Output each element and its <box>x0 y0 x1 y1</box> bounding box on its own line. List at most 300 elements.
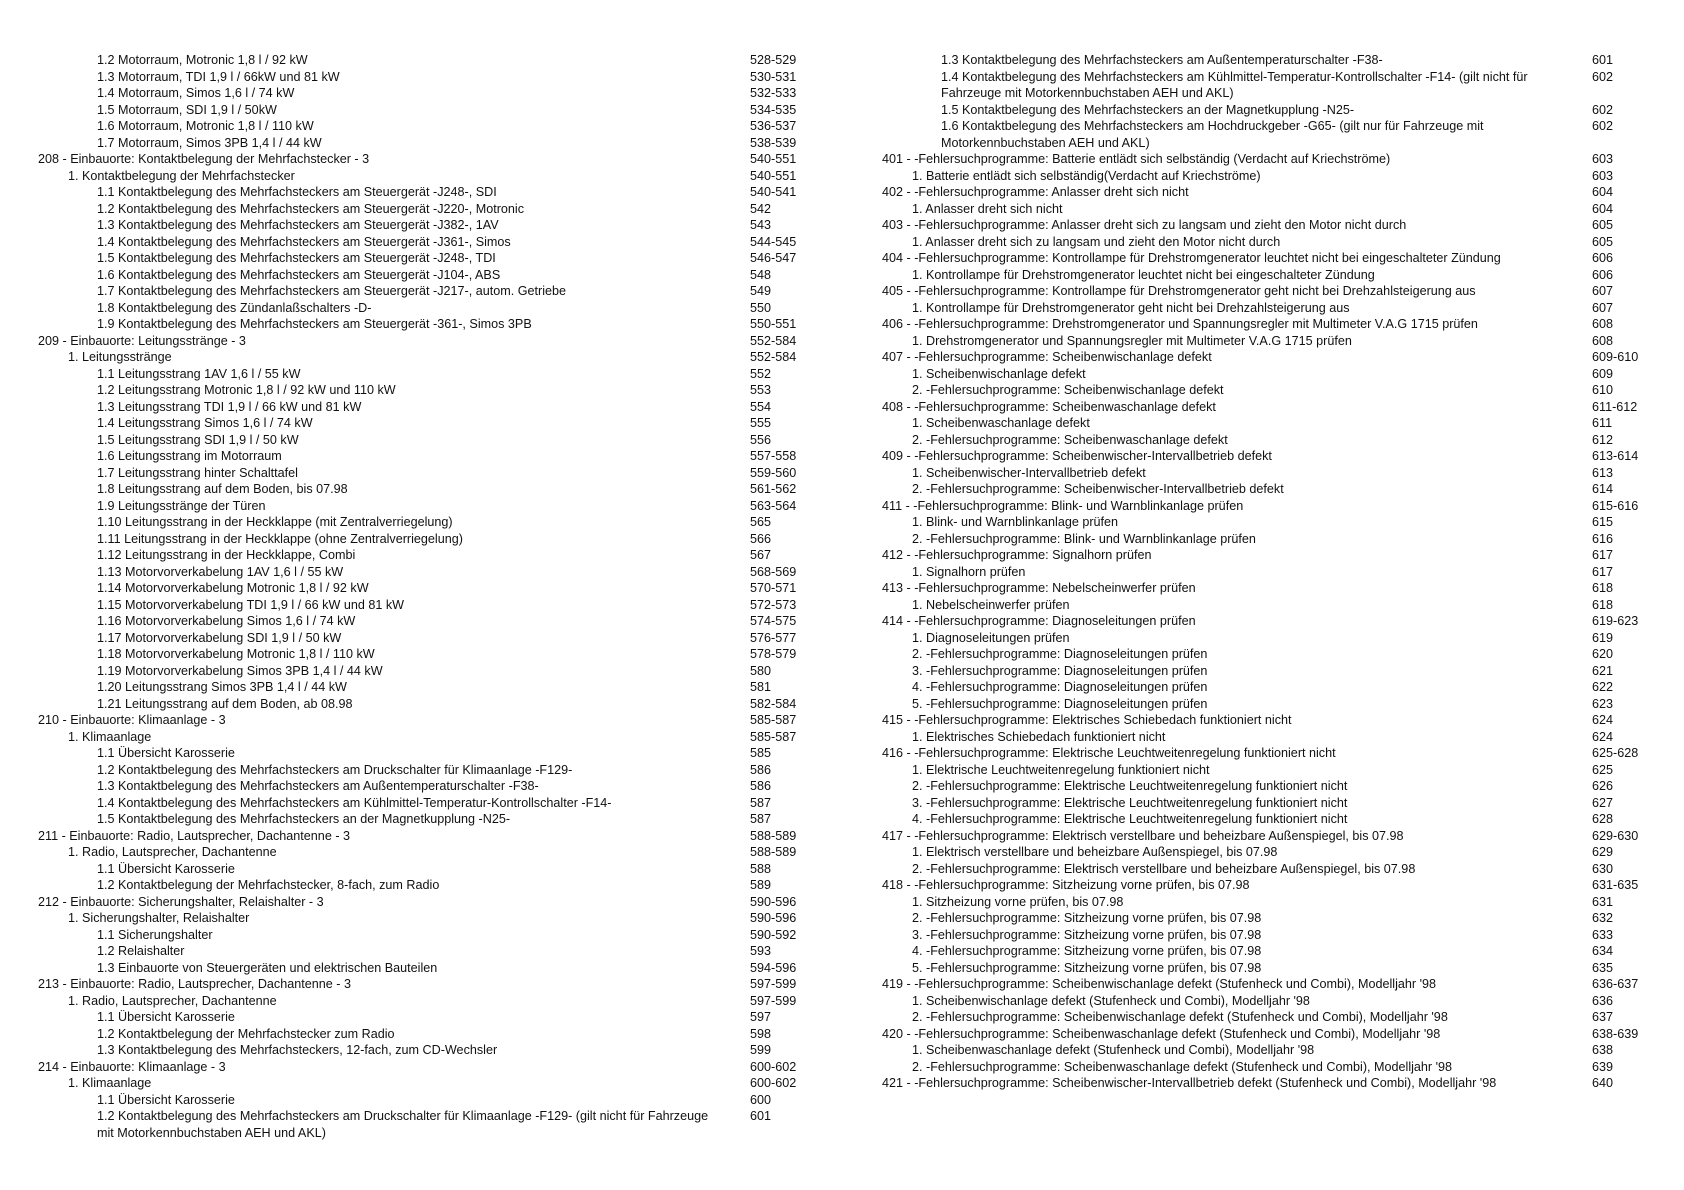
toc-entry-page: 633 <box>1592 927 1614 942</box>
toc-entry-page: 607 <box>1592 300 1614 315</box>
toc-entry-title: 1. Anlasser dreht sich zu langsam und zieht den Motor nicht durch <box>912 234 1281 249</box>
toc-entry[interactable] <box>38 382 808 399</box>
toc-entry-page: 607 <box>1592 284 1614 298</box>
toc-entry[interactable] <box>38 267 808 284</box>
toc-entry-title: 1.5 Motorraum, SDI 1,9 l / 50kW <box>97 102 277 117</box>
toc-entry-title: 1.5 Kontaktbelegung des Mehrfachsteckers an der Magnetkupplung -N25- <box>97 812 511 826</box>
toc-entry-title: 1. Batterie entlädt sich selbständig(Verdacht auf Kriechströme) <box>912 168 1261 183</box>
toc-entry[interactable] <box>38 465 808 482</box>
toc-entry-title: 1.19 Motorvorverkabelung Simos 3PB 1,4 l / 44 kW <box>97 663 383 678</box>
toc-entry[interactable] <box>882 333 1652 350</box>
toc-entry-title: 2. -Fehlersuchprogramme: Elektrische Leuchtweitenregelung funktioniert nicht <box>912 779 1348 793</box>
toc-entry[interactable] <box>882 910 1652 927</box>
toc-entry-title: 3. -Fehlersuchprogramme: Sitzheizung vorne prüfen, bis 07.98 <box>912 927 1262 942</box>
toc-entry[interactable] <box>38 201 808 218</box>
toc-entry-page: 589 <box>750 878 772 892</box>
toc-entry[interactable] <box>38 795 808 812</box>
toc-entry-title: 2. -Fehlersuchprogramme: Scheibenwaschanlage defekt (Stufenheck und Combi), Modelljahr '98 <box>912 1059 1453 1074</box>
toc-entry-page: 624 <box>1592 729 1614 744</box>
toc-entry-title: 1.2 Kontaktbelegung der Mehrfachstecker, 8-fach, zum Radio <box>97 878 440 892</box>
toc-entry-page: 546-547 <box>750 251 797 265</box>
toc-entry[interactable] <box>882 201 1652 218</box>
toc-entry-title: 1.7 Motorraum, Simos 3PB 1,4 l / 44 kW <box>97 135 322 150</box>
toc-entry[interactable] <box>882 217 1652 234</box>
toc-entry[interactable] <box>882 300 1652 317</box>
toc-entry[interactable] <box>882 432 1652 449</box>
toc-entry[interactable] <box>38 646 808 663</box>
toc-entry[interactable] <box>882 184 1652 201</box>
toc-entry-title: 1.4 Kontaktbelegung des Mehrfachsteckers am Steuergerät -J361-, Simos <box>97 234 511 249</box>
toc-entry[interactable] <box>882 102 1652 119</box>
toc-entry[interactable] <box>882 729 1652 746</box>
toc-entry[interactable] <box>882 52 1652 69</box>
toc-entry[interactable] <box>882 976 1652 993</box>
toc-entry[interactable] <box>38 630 808 647</box>
toc-entry-page: 563-564 <box>750 498 797 513</box>
toc-entry-page: 628 <box>1592 812 1614 826</box>
toc-entry-title: 1.7 Kontaktbelegung des Mehrfachsteckers am Steuergerät -J217-, autom. Getriebe <box>97 284 567 298</box>
toc-entry-title: 1.2 Kontaktbelegung der Mehrfachstecker zum Radio <box>97 1026 395 1041</box>
toc-entry[interactable] <box>38 729 808 746</box>
toc-entry[interactable] <box>38 663 808 680</box>
toc-entry[interactable] <box>38 547 808 564</box>
toc-entry-title: 1.6 Leitungsstrang im Motorraum <box>97 449 282 463</box>
toc-entry[interactable] <box>882 745 1652 762</box>
toc-entry-page: 609-610 <box>1592 350 1639 364</box>
toc-entry-title: 1.4 Kontaktbelegung des Mehrfachsteckers am Kühlmittel-Temperatur-Kontrollschalter -F14- (gilt nicht für Fahrzeuge mit Motorkennbuchstaben AEH und AKL) <box>941 69 1528 100</box>
toc-entry-page: 542 <box>750 201 772 216</box>
toc-entry[interactable] <box>38 778 808 795</box>
toc-entry-page: 599 <box>750 1043 772 1057</box>
toc-entry[interactable] <box>882 663 1652 680</box>
toc-entry-title: 1. Klimaanlage <box>68 1076 152 1090</box>
toc-entry-page: 585-587 <box>750 729 797 744</box>
toc-entry[interactable] <box>38 531 808 548</box>
toc-entry-page: 626 <box>1592 779 1614 793</box>
toc-entry-page: 618 <box>1592 597 1614 612</box>
toc-entry-page: 585 <box>750 746 772 760</box>
toc-entry-title: 1.6 Kontaktbelegung des Mehrfachsteckers am Hochdruckgeber -G65- (gilt nur für Fahrzeuge mit Motorkennbuchstaben AEH und AKL) <box>941 119 1484 150</box>
toc-entry-page: 544-545 <box>750 234 797 249</box>
toc-entry-title: 214 - Einbauorte: Klimaanlage - 3 <box>38 1059 226 1074</box>
toc-entry-title: 1.5 Kontaktbelegung des Mehrfachsteckers an der Magnetkupplung -N25- <box>941 102 1355 117</box>
toc-entry[interactable] <box>38 1059 808 1076</box>
toc-entry[interactable] <box>882 960 1652 977</box>
toc-entry[interactable] <box>882 861 1652 878</box>
toc-entry-title: 415 - -Fehlersuchprogramme: Elektrisches Schiebedach funktioniert nicht <box>882 713 1292 727</box>
toc-entry[interactable] <box>882 234 1652 251</box>
toc-entry-page: 625-628 <box>1592 746 1639 760</box>
toc-entry[interactable] <box>38 1009 808 1026</box>
toc-entry-title: 1.18 Motorvorverkabelung Motronic 1,8 l / 110 kW <box>97 647 375 661</box>
toc-entry-page: 566 <box>750 531 772 546</box>
toc-entry-page: 586 <box>750 779 772 793</box>
toc-entry-page: 552-584 <box>750 350 797 364</box>
toc-entry-title: 2. -Fehlersuchprogramme: Scheibenwischer-Intervallbetrieb defekt <box>912 482 1284 496</box>
toc-entry-page: 550 <box>750 300 772 315</box>
toc-entry-page: 602 <box>1592 119 1614 133</box>
toc-entry-title: 1. Scheibenwischer-Intervallbetrieb defekt <box>912 465 1146 480</box>
toc-entry[interactable] <box>38 811 808 828</box>
toc-entry[interactable] <box>882 531 1652 548</box>
toc-entry-title: 1. Scheibenwaschanlage defekt <box>912 416 1090 430</box>
toc-entry[interactable] <box>38 910 808 927</box>
toc-entry[interactable] <box>882 993 1652 1010</box>
toc-entry[interactable] <box>882 646 1652 663</box>
toc-entry-page: 611-612 <box>1592 399 1638 414</box>
toc-entry[interactable] <box>38 448 808 465</box>
toc-entry-page: 624 <box>1592 713 1614 727</box>
toc-entry-title: 2. -Fehlersuchprogramme: Scheibenwischanlage defekt (Stufenheck und Combi), Modelljahr '98 <box>912 1010 1448 1024</box>
toc-entry-page: 625 <box>1592 762 1614 777</box>
toc-entry[interactable] <box>882 316 1652 333</box>
toc-entry-title: 1.10 Leitungsstrang in der Heckklappe (mit Zentralverriegelung) <box>97 515 453 529</box>
toc-entry[interactable] <box>882 481 1652 498</box>
toc-entry-title: 1.6 Kontaktbelegung des Mehrfachsteckers am Steuergerät -J104-, ABS <box>97 267 501 282</box>
toc-entry-title: 417 - -Fehlersuchprogramme: Elektrisch verstellbare und beheizbare Außenspiegel, bis 07.98 <box>882 828 1404 843</box>
toc-entry[interactable] <box>38 993 808 1010</box>
toc-entry-title: 1.15 Motorvorverkabelung TDI 1,9 l / 66 kW und 81 kW <box>97 597 405 612</box>
toc-entry-title: 208 - Einbauorte: Kontaktbelegung der Mehrfachstecker - 3 <box>38 152 370 166</box>
toc-entry[interactable] <box>882 564 1652 581</box>
toc-entry-page: 597 <box>750 1010 772 1024</box>
toc-entry-title: 5. -Fehlersuchprogramme: Sitzheizung vorne prüfen, bis 07.98 <box>912 960 1262 975</box>
toc-entry[interactable] <box>882 448 1652 465</box>
toc-entry-title: 1.5 Leitungsstrang SDI 1,9 l / 50 kW <box>97 432 299 447</box>
toc-entry-title: 1.3 Einbauorte von Steuergeräten und elektrischen Bauteilen <box>97 960 438 975</box>
toc-entry-title: 210 - Einbauorte: Klimaanlage - 3 <box>38 713 226 727</box>
toc-entry-title: 1.2 Motorraum, Motronic 1,8 l / 92 kW <box>97 53 308 67</box>
toc-entry-page: 605 <box>1592 218 1614 232</box>
toc-entry-title: 1.1 Übersicht Karosserie <box>97 1010 235 1024</box>
toc-entry-title: 1. Radio, Lautsprecher, Dachantenne <box>68 845 277 859</box>
toc-entry-title: 1. Elektrische Leuchtweitenregelung funktioniert nicht <box>912 762 1210 777</box>
toc-entry[interactable] <box>38 366 808 383</box>
toc-entry[interactable] <box>882 679 1652 696</box>
toc-entry[interactable] <box>38 481 808 498</box>
toc-right-column <box>882 52 1652 1092</box>
toc-entry-page: 632 <box>1592 911 1614 925</box>
toc-entry-title: 406 - -Fehlersuchprogramme: Drehstromgenerator und Spannungsregler mit Multimeter V.A.G 1715 prüfen <box>882 317 1478 331</box>
toc-entry[interactable] <box>882 613 1652 630</box>
toc-entry[interactable] <box>38 597 808 614</box>
toc-entry-title: 1.14 Motorvorverkabelung Motronic 1,8 l / 92 kW <box>97 581 369 595</box>
toc-entry-title: 1.8 Kontaktbelegung des Zündanlaßschalters -D- <box>97 300 372 315</box>
toc-entry[interactable] <box>882 514 1652 531</box>
toc-entry-title: 1.3 Kontaktbelegung des Mehrfachsteckers am Außentemperaturschalter -F38- <box>97 779 539 793</box>
toc-entry-page: 588 <box>750 861 772 876</box>
toc-entry[interactable] <box>882 465 1652 482</box>
toc-entry-page: 556 <box>750 432 772 447</box>
toc-entry[interactable] <box>882 349 1652 366</box>
toc-entry-title: 1.4 Kontaktbelegung des Mehrfachsteckers am Kühlmittel-Temperatur-Kontrollschalter -F14- <box>97 795 612 810</box>
toc-entry[interactable] <box>38 333 808 350</box>
toc-entry-title: 1.13 Motorvorverkabelung 1AV 1,6 l / 55 kW <box>97 564 344 579</box>
toc-entry[interactable] <box>882 1026 1652 1043</box>
toc-entry[interactable] <box>882 1009 1652 1026</box>
toc-entry[interactable] <box>882 630 1652 647</box>
toc-entry-title: 213 - Einbauorte: Radio, Lautsprecher, Dachantenne - 3 <box>38 977 351 991</box>
toc-entry[interactable] <box>38 613 808 630</box>
toc-entry[interactable] <box>882 580 1652 597</box>
toc-entry-page: 600-602 <box>750 1076 797 1090</box>
toc-entry-page: 586 <box>750 762 772 777</box>
toc-entry-page: 550-551 <box>750 317 797 331</box>
toc-entry-page: 616 <box>1592 531 1614 546</box>
toc-entry-title: 1.3 Kontaktbelegung des Mehrfachsteckers, 12-fach, zum CD-Wechsler <box>97 1043 498 1057</box>
toc-entry[interactable] <box>38 69 808 86</box>
toc-entry-page: 631-635 <box>1592 878 1639 892</box>
toc-entry[interactable] <box>38 118 808 135</box>
toc-entry-title: 1.3 Motorraum, TDI 1,9 l / 66kW und 81 kW <box>97 69 340 84</box>
toc-entry[interactable] <box>38 564 808 581</box>
toc-entry-page: 567 <box>750 548 772 562</box>
toc-entry-title: 407 - -Fehlersuchprogramme: Scheibenwischanlage defekt <box>882 350 1212 364</box>
toc-entry[interactable] <box>38 349 808 366</box>
toc-entry[interactable] <box>38 828 808 845</box>
toc-entry-title: 2. -Fehlersuchprogramme: Scheibenwaschanlage defekt <box>912 432 1228 447</box>
toc-entry-title: 1.2 Relaishalter <box>97 944 185 958</box>
toc-entry[interactable] <box>882 283 1652 300</box>
toc-entry-page: 581 <box>750 680 772 694</box>
toc-entry[interactable] <box>882 894 1652 911</box>
toc-entry[interactable] <box>38 432 808 449</box>
toc-entry-page: 629-630 <box>1592 828 1639 843</box>
toc-entry-page: 590-596 <box>750 911 797 925</box>
toc-entry[interactable] <box>882 250 1652 267</box>
toc-entry[interactable] <box>882 1042 1652 1059</box>
toc-entry[interactable] <box>38 399 808 416</box>
toc-entry-page: 639 <box>1592 1059 1614 1074</box>
toc-entry-page: 570-571 <box>750 581 797 595</box>
toc-entry-title: 1.21 Leitungsstrang auf dem Boden, ab 08.98 <box>97 696 353 711</box>
toc-entry-page: 631 <box>1592 894 1614 909</box>
toc-entry[interactable] <box>38 1108 808 1141</box>
toc-entry-page: 637 <box>1592 1010 1614 1024</box>
toc-entry[interactable] <box>38 52 808 69</box>
toc-entry-page: 538-539 <box>750 135 797 150</box>
toc-entry-page: 602 <box>1592 69 1614 84</box>
toc-entry-title: 412 - -Fehlersuchprogramme: Signalhorn prüfen <box>882 548 1152 562</box>
toc-entry[interactable] <box>38 184 808 201</box>
toc-entry-page: 561-562 <box>750 482 797 496</box>
toc-entry[interactable] <box>882 943 1652 960</box>
toc-entry[interactable] <box>38 316 808 333</box>
toc-entry-title: 1.16 Motorvorverkabelung Simos 1,6 l / 74 kW <box>97 614 356 628</box>
toc-entry-title: 1. Sicherungshalter, Relaishalter <box>68 911 250 925</box>
toc-entry-title: 1.9 Kontaktbelegung des Mehrfachsteckers am Steuergerät -361-, Simos 3PB <box>97 317 532 331</box>
toc-entry[interactable] <box>38 927 808 944</box>
toc-entry-title: 1.12 Leitungsstrang in der Heckklappe, Combi <box>97 548 356 562</box>
toc-entry[interactable] <box>38 151 808 168</box>
toc-entry-page: 621 <box>1592 663 1614 678</box>
toc-entry-page: 604 <box>1592 185 1614 199</box>
toc-entry[interactable] <box>38 943 808 960</box>
toc-entry-page: 634 <box>1592 944 1614 958</box>
toc-entry[interactable] <box>38 415 808 432</box>
toc-entry-page: 590-592 <box>750 927 797 942</box>
toc-entry-title: 1.11 Leitungsstrang in der Heckklappe (ohne Zentralverriegelung) <box>97 531 463 546</box>
toc-entry-title: 414 - -Fehlersuchprogramme: Diagnoseleitungen prüfen <box>882 614 1196 628</box>
toc-entry[interactable] <box>882 547 1652 564</box>
toc-entry-page: 614 <box>1592 482 1614 496</box>
toc-entry[interactable] <box>38 250 808 267</box>
toc-entry-title: 416 - -Fehlersuchprogramme: Elektrische Leuchtweitenregelung funktioniert nicht <box>882 746 1336 760</box>
toc-entry-page: 582-584 <box>750 696 797 711</box>
toc-entry-title: 1.3 Kontaktbelegung des Mehrfachsteckers am Steuergerät -J382-, 1AV <box>97 218 499 232</box>
toc-entry-title: 420 - -Fehlersuchprogramme: Scheibenwaschanlage defekt (Stufenheck und Combi), Modelljahr '98 <box>882 1026 1441 1041</box>
toc-entry[interactable] <box>38 1026 808 1043</box>
toc-entry[interactable] <box>882 69 1652 102</box>
toc-entry-page: 559-560 <box>750 465 797 480</box>
toc-entry[interactable] <box>38 1075 808 1092</box>
toc-entry[interactable] <box>882 168 1652 185</box>
toc-entry[interactable] <box>882 811 1652 828</box>
toc-entry[interactable] <box>882 118 1652 151</box>
toc-entry[interactable] <box>38 762 808 779</box>
toc-entry-page: 615-616 <box>1592 498 1639 513</box>
toc-entry[interactable] <box>882 597 1652 614</box>
toc-entry[interactable] <box>882 399 1652 416</box>
toc-entry-page: 603 <box>1592 168 1614 183</box>
toc-entry-title: 209 - Einbauorte: Leitungsstränge - 3 <box>38 333 246 348</box>
toc-entry[interactable] <box>882 498 1652 515</box>
toc-entry-title: 1. Nebelscheinwerfer prüfen <box>912 597 1070 612</box>
toc-entry-title: 3. -Fehlersuchprogramme: Diagnoseleitungen prüfen <box>912 663 1208 678</box>
toc-entry[interactable] <box>38 976 808 993</box>
toc-entry-page: 572-573 <box>750 597 797 612</box>
toc-entry[interactable] <box>38 514 808 531</box>
toc-entry[interactable] <box>38 135 808 152</box>
toc-entry[interactable] <box>38 861 808 878</box>
toc-entry-page: 612 <box>1592 432 1614 447</box>
toc-entry[interactable] <box>38 679 808 696</box>
toc-entry-page: 568-569 <box>750 564 797 579</box>
toc-entry[interactable] <box>882 151 1652 168</box>
toc-entry-title: 1.9 Leitungsstränge der Türen <box>97 498 266 513</box>
toc-entry-page: 638 <box>1592 1043 1614 1057</box>
toc-entry-page: 606 <box>1592 267 1614 282</box>
toc-entry-title: 2. -Fehlersuchprogramme: Scheibenwischanlage defekt <box>912 383 1224 397</box>
toc-entry[interactable] <box>882 382 1652 399</box>
toc-entry-page: 574-575 <box>750 614 797 628</box>
toc-entry[interactable] <box>38 283 808 300</box>
toc-entry[interactable] <box>38 85 808 102</box>
toc-entry-page: 554 <box>750 399 772 414</box>
toc-entry[interactable] <box>882 877 1652 894</box>
toc-entry[interactable] <box>882 415 1652 432</box>
toc-entry[interactable] <box>38 894 808 911</box>
toc-entry-page: 536-537 <box>750 119 797 133</box>
toc-entry[interactable] <box>882 366 1652 383</box>
toc-entry[interactable] <box>882 795 1652 812</box>
toc-entry-page: 635 <box>1592 960 1614 975</box>
toc-entry[interactable] <box>38 1042 808 1059</box>
toc-entry[interactable] <box>882 267 1652 284</box>
toc-entry-title: 419 - -Fehlersuchprogramme: Scheibenwischanlage defekt (Stufenheck und Combi), Modelljahr '98 <box>882 977 1437 991</box>
toc-entry[interactable] <box>882 844 1652 861</box>
toc-entry[interactable] <box>882 696 1652 713</box>
toc-entry-page: 630 <box>1592 861 1614 876</box>
toc-entry[interactable] <box>882 778 1652 795</box>
toc-entry[interactable] <box>38 498 808 515</box>
toc-entry-title: 411 - -Fehlersuchprogramme: Blink- und Warnblinkanlage prüfen <box>882 498 1244 513</box>
toc-entry[interactable] <box>882 927 1652 944</box>
toc-entry-page: 540-551 <box>750 168 797 183</box>
toc-entry[interactable] <box>38 234 808 251</box>
toc-entry-page: 576-577 <box>750 630 797 645</box>
toc-entry-title: 1. Kontrollampe für Drehstromgenerator geht nicht bei Drehzahlsteigerung aus <box>912 300 1350 315</box>
toc-entry-page: 615 <box>1592 515 1614 529</box>
toc-entry-page: 603 <box>1592 152 1614 166</box>
toc-entry-title: 1. Kontrollampe für Drehstromgenerator leuchtet nicht bei eingeschalteter Zündung <box>912 267 1375 282</box>
toc-entry[interactable] <box>38 745 808 762</box>
toc-entry-title: 404 - -Fehlersuchprogramme: Kontrollampe für Drehstromgenerator leuchtet nicht bei eingeschalteter Zündung <box>882 251 1501 265</box>
toc-entry[interactable] <box>38 580 808 597</box>
toc-entry-page: 611 <box>1592 416 1613 430</box>
toc-entry[interactable] <box>38 1092 808 1109</box>
toc-entry-page: 597-599 <box>750 993 797 1008</box>
toc-entry-title: 401 - -Fehlersuchprogramme: Batterie entlädt sich selbständig (Verdacht auf Kriechströme) <box>882 152 1391 166</box>
toc-entry-title: 1.3 Kontaktbelegung des Mehrfachsteckers am Außentemperaturschalter -F38- <box>941 53 1383 67</box>
toc-entry[interactable] <box>38 960 808 977</box>
toc-entry-page: 638-639 <box>1592 1026 1639 1041</box>
toc-entry-page: 532-533 <box>750 86 797 100</box>
toc-entry-page: 619 <box>1592 630 1614 645</box>
toc-entry-page: 553 <box>750 383 772 397</box>
toc-entry[interactable] <box>38 877 808 894</box>
toc-entry-title: 1.1 Leitungsstrang 1AV 1,6 l / 55 kW <box>97 366 301 381</box>
toc-entry-title: 1.6 Motorraum, Motronic 1,8 l / 110 kW <box>97 119 314 133</box>
toc-entry-page: 601 <box>1592 53 1614 67</box>
toc-entry-page: 610 <box>1592 383 1614 397</box>
toc-entry-page: 528-529 <box>750 53 797 67</box>
toc-entry[interactable] <box>38 712 808 729</box>
toc-entry-title: 1.8 Leitungsstrang auf dem Boden, bis 07.98 <box>97 482 348 496</box>
toc-entry[interactable] <box>882 1059 1652 1076</box>
toc-entry-page: 552-584 <box>750 333 797 348</box>
toc-entry[interactable] <box>882 1075 1652 1092</box>
toc-entry[interactable] <box>38 696 808 713</box>
toc-entry-title: 1.1 Übersicht Karosserie <box>97 1092 235 1107</box>
toc-entry-title: 4. -Fehlersuchprogramme: Sitzheizung vorne prüfen, bis 07.98 <box>912 944 1262 958</box>
toc-entry[interactable] <box>38 844 808 861</box>
toc-entry-title: 1. Drehstromgenerator und Spannungsregler mit Multimeter V.A.G 1715 prüfen <box>912 333 1352 348</box>
toc-entry[interactable] <box>882 828 1652 845</box>
toc-entry-page: 552 <box>750 366 772 381</box>
toc-entry-title: 408 - -Fehlersuchprogramme: Scheibenwaschanlage defekt <box>882 399 1216 414</box>
toc-entry-title: 2. -Fehlersuchprogramme: Blink- und Warnblinkanlage prüfen <box>912 531 1256 546</box>
toc-entry-page: 600 <box>750 1092 772 1107</box>
toc-entry[interactable] <box>38 102 808 119</box>
toc-entry-title: 418 - -Fehlersuchprogramme: Sitzheizung vorne prüfen, bis 07.98 <box>882 878 1250 892</box>
toc-entry[interactable] <box>882 762 1652 779</box>
toc-entry-title: 2. -Fehlersuchprogramme: Diagnoseleitungen prüfen <box>912 647 1208 661</box>
toc-entry-page: 598 <box>750 1026 772 1041</box>
toc-entry-page: 601 <box>750 1109 772 1123</box>
toc-entry-page: 565 <box>750 515 772 529</box>
toc-entry[interactable] <box>38 168 808 185</box>
toc-entry[interactable] <box>882 712 1652 729</box>
toc-entry-title: 1.2 Leitungsstrang Motronic 1,8 l / 92 kW und 110 kW <box>97 383 396 397</box>
toc-entry-page: 530-531 <box>750 69 797 84</box>
toc-entry-page: 640 <box>1592 1076 1614 1090</box>
toc-entry-title: 212 - Einbauorte: Sicherungshalter, Relaishalter - 3 <box>38 894 324 909</box>
toc-entry-page: 585-587 <box>750 713 797 727</box>
toc-entry[interactable] <box>38 217 808 234</box>
toc-entry[interactable] <box>38 300 808 317</box>
toc-entry-title: 1.7 Leitungsstrang hinter Schalttafel <box>97 465 298 480</box>
